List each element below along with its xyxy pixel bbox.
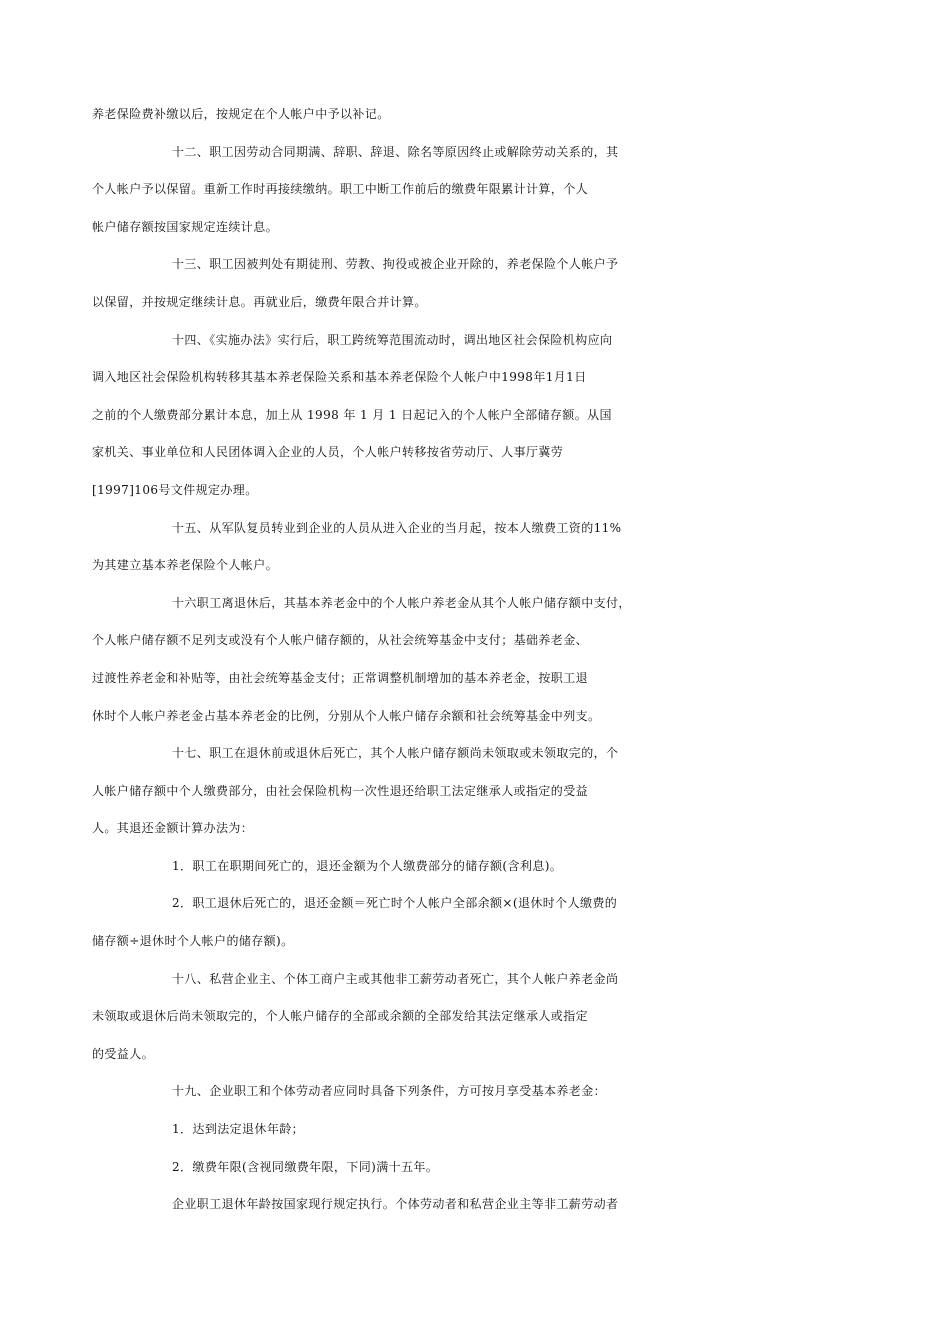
text-line: 休时个人帐户养老金占基本养老金的比例，分别从个人帐户储存余额和社会统筹基金中列支。 [92, 708, 601, 723]
text-line: 2．职工退休后死亡的，退还金额＝死亡时个人帐户全部余额×(退休时个人缴费的 [172, 896, 618, 911]
text-line: 为其建立基本养老保险个人帐户。 [92, 558, 279, 573]
text-line: 储存额÷退休时个人帐户的储存额)。 [92, 934, 294, 949]
document-body [92, 96, 892, 1224]
text-line: 十六职工离退休后，其基本养老金中的个人帐户养老金从其个人帐户储存额中支付， [172, 595, 631, 610]
text-line: 养老保险费补缴以后，按规定在个人帐户中予以补记。 [92, 107, 390, 121]
text-line: 十五、从军队复员转业到企业的人员从进入企业的当月起，按本人缴费工资的11% [172, 520, 622, 535]
text-line: 个人帐户储存额不足列支或没有个人帐户储存额的，从社会统筹基金中支付；基础养老金、 [92, 633, 589, 648]
text-line: 以保留，并按规定继续计息。再就业后，缴费年限合并计算。 [92, 294, 427, 309]
text-line: 1．职工在职期间死亡的，退还金额为个人缴费部分的储存额(含利息)。 [172, 858, 563, 873]
text-line: 过渡性养老金和补贴等，由社会统筹基金支付；正常调整机制增加的基本养老金，按职工退 [92, 670, 589, 685]
text-line: 家机关、事业单位和人民团体调入企业的人员，个人帐户转移按省劳动厅、人事厅冀劳 [92, 445, 564, 460]
text-line: 人帐户储存额中个人缴费部分，由社会保险机构一次性退还给职工法定继承人或指定的受益 [92, 783, 589, 798]
text-line: 企业职工退休年龄按国家现行规定执行。个体劳动者和私营企业主等非工薪劳动者 [172, 1197, 619, 1212]
text-line: 调入地区社会保险机构转移其基本养老保险关系和基本养老保险个人帐户中1998年1月1日 [92, 370, 587, 385]
text-line: 未领取或退休后尚未领取完的，个人帐户储存的全部或余额的全部发给其法定继承人或指定 [92, 1009, 589, 1024]
text-line: 个人帐户予以保留。重新工作时再接续缴纳。职工中断工作前后的缴费年限累计计算，个人 [92, 182, 589, 197]
text-line: 十八、私营企业主、个体工商户主或其他非工薪劳动者死亡，其个人帐户养老金尚 [172, 971, 619, 986]
text-line: 1．达到法定退休年龄； [172, 1122, 305, 1137]
text-line: 的受益人。 [92, 1046, 155, 1061]
text-line: 帐户储存额按国家规定连续计息。 [92, 219, 279, 234]
text-line: 十三、职工因被判处有期徒刑、劳教、拘役或被企业开除的，养老保险个人帐户予 [172, 257, 619, 272]
text-line: 十九、企业职工和个体劳动者应同时具备下列条件，方可按月享受基本养老金： [172, 1084, 607, 1099]
text-line: 人。其退还金额计算办法为： [92, 821, 254, 836]
text-line: 十二、职工因劳动合同期满、辞职、辞退、除名等原因终止或解除劳动关系的，其 [172, 144, 619, 159]
text-line: [1997]106号文件规定办理。 [92, 482, 258, 497]
text-line: 十七、职工在退休前或退休后死亡，其个人帐户储存额尚未领取或未领取完的，个 [172, 746, 619, 761]
text-line: 之前的个人缴费部分累计本息，加上从 1998 年 1 月 1 日起记入的个人帐户全部储存额。从国 [92, 407, 612, 422]
text-line: 十四、《实施办法》实行后，职工跨统筹范围流动时，调出地区社会保险机构应向 [172, 332, 613, 347]
text-line: 2．缴费年限(含视同缴费年限，下同)满十五年。 [172, 1159, 439, 1174]
